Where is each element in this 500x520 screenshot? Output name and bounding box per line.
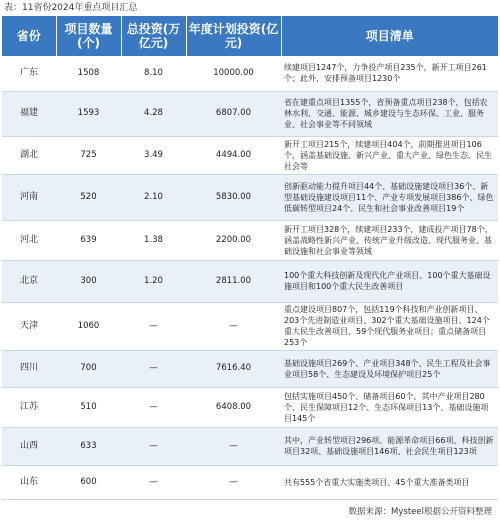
table-row: [2, 260, 498, 302]
cell-annual: —: [186, 465, 281, 499]
cell-count: 1508: [56, 56, 121, 91]
header-province: 省份: [2, 16, 56, 56]
cell-total: —: [121, 387, 186, 427]
cell-annual: —: [186, 302, 281, 350]
header-row: [2, 16, 498, 56]
table-row: [2, 174, 498, 220]
cell-count: 639: [56, 220, 121, 260]
cell-list: 共有555个省重大实施类项目、45个重大准备类项目: [281, 465, 498, 499]
cell-list: 重点建设项目807个，包括119个科技和产业创新项目、203个先进制造业项目、302个重大基础设施项目、124个重大民生改善项目、59个现代服务业项目；重点储备项目253个: [281, 302, 498, 350]
cell-province: 广东: [2, 56, 56, 91]
cell-total: —: [121, 465, 186, 499]
table-row: [2, 350, 498, 387]
cell-annual: —: [186, 427, 281, 465]
cell-province: 山东: [2, 465, 56, 499]
cell-annual: 5830.00: [186, 174, 281, 220]
table-row: [2, 91, 498, 136]
header-list: 项目清单: [281, 16, 498, 56]
table-caption: 表：11省份2024年重点项目汇总: [4, 3, 138, 13]
table-row: [2, 220, 498, 260]
cell-list: 新开工项目328个，续建项目233个，建成投产项目78个，涵盖战略性新兴产业、传统产业升级改造、现代服务业、基础设施和社会事业等领域: [281, 220, 498, 260]
cell-province: 北京: [2, 260, 56, 302]
cell-total: 3.49: [121, 136, 186, 174]
header-annual: 年度计划投资(亿元): [186, 16, 281, 56]
cell-list: 创新驱动能力提升项目44个、基础设施建设项目36个、新型基础设施建设项目11个、产业专项发展项目386个、绿色低碳转型项目24个、民生和社会事业改善项目19个: [281, 174, 498, 220]
cell-province: 湖北: [2, 136, 56, 174]
cell-list: 基础设施项目269个、产业项目348个、民生工程及社会事业项目58个、生态建设及环境保护项目25个: [281, 350, 498, 387]
table-row: [2, 56, 498, 91]
cell-province: 天津: [2, 302, 56, 350]
cell-total: 1.38: [121, 220, 186, 260]
table-row: [2, 302, 498, 350]
cell-annual: 6408.00: [186, 387, 281, 427]
cell-count: 300: [56, 260, 121, 302]
table-row: [2, 427, 498, 465]
cell-annual: 7616.40: [186, 350, 281, 387]
cell-total: 4.28: [121, 91, 186, 136]
source-note: 数据来源：Mysteel根据公开资料整理: [348, 507, 492, 517]
header-total: 总投资(万亿元): [121, 16, 186, 56]
table-row: [2, 387, 498, 427]
cell-total: —: [121, 302, 186, 350]
cell-list: 包括实施项目450个、储备项目60个。其中产业项目280个、民生保障项目12个、生态环保项目13个、基础设施项目145个: [281, 387, 498, 427]
cell-total: —: [121, 427, 186, 465]
cell-count: 1593: [56, 91, 121, 136]
cell-count: 600: [56, 465, 121, 499]
cell-province: 江苏: [2, 387, 56, 427]
cell-count: 510: [56, 387, 121, 427]
cell-list: 续建项目1247个，力争投产项目235个，新开工项目261个；此外，安排预备项目1230个: [281, 56, 498, 91]
cell-province: 福建: [2, 91, 56, 136]
cell-list: 省在建重点项目1355个，省预备重点项目238个，包括农林水利、交通、能源、城乡建设与生态环保、工业、服务业、社会事业等不同领域: [281, 91, 498, 136]
cell-total: —: [121, 350, 186, 387]
cell-annual: 6807.00: [186, 91, 281, 136]
cell-count: 1060: [56, 302, 121, 350]
cell-province: 四川: [2, 350, 56, 387]
cell-total: 1.20: [121, 260, 186, 302]
cell-annual: 2200.00: [186, 220, 281, 260]
table-row: [2, 136, 498, 174]
cell-list: 100个重大科技创新及现代化产业项目、100个重大基础设施项目和100个重大民生改善项目: [281, 260, 498, 302]
header-count: 项目数量(个): [56, 16, 121, 56]
cell-total: 2.10: [121, 174, 186, 220]
cell-count: 700: [56, 350, 121, 387]
projects-table: [2, 16, 498, 500]
cell-province: 河南: [2, 174, 56, 220]
cell-count: 520: [56, 174, 121, 220]
cell-list: 其中，产业转型项目296项、能源革命项目66项、科技创新项目32项、基础设施项目146项、社会民生项目123项: [281, 427, 498, 465]
cell-total: 8.10: [121, 56, 186, 91]
cell-annual: 10000.00: [186, 56, 281, 91]
cell-province: 山西: [2, 427, 56, 465]
cell-annual: 4494.00: [186, 136, 281, 174]
cell-count: 725: [56, 136, 121, 174]
cell-count: 633: [56, 427, 121, 465]
table-row: [2, 465, 498, 499]
cell-province: 河北: [2, 220, 56, 260]
cell-annual: 2811.00: [186, 260, 281, 302]
cell-list: 新开工项目215个，续建项目404个，前期推进项目106个，涵盖基础设施、新兴产业、重大产业、绿色生态、民生社会等: [281, 136, 498, 174]
